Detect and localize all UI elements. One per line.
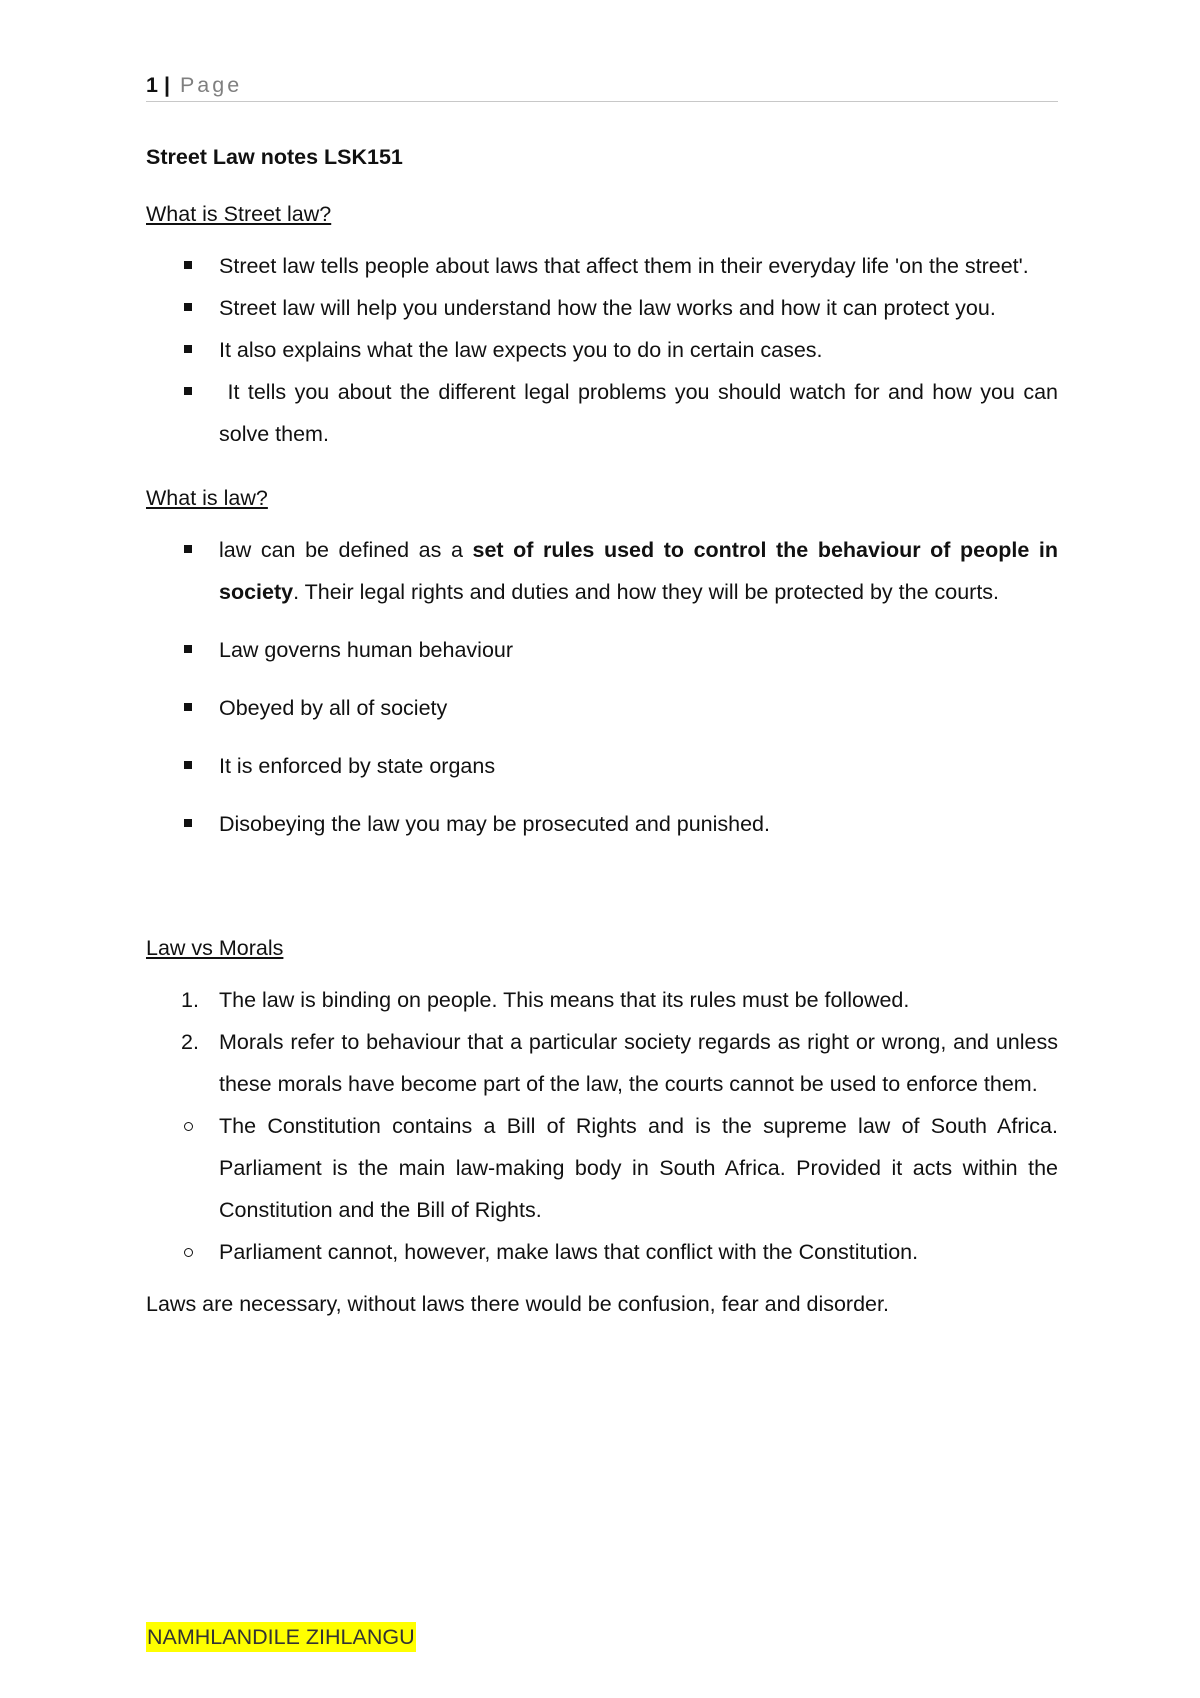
street-law-list — [146, 245, 1064, 455]
page-number: 1 — [146, 73, 158, 97]
list-item-text: Law governs human behaviour — [219, 638, 514, 662]
law-vs-morals-numbered-list — [146, 979, 1058, 1105]
bullet-square-icon — [184, 819, 192, 827]
bullet-circle-icon — [184, 1122, 193, 1131]
list-item-text: Street law will help you understand how the law works and how it can protect you. — [219, 296, 996, 320]
page-label: Page — [179, 73, 243, 97]
sub-list-item — [146, 1105, 1058, 1231]
numbered-item — [146, 979, 1058, 1021]
document-title: Street Law notes LSK151 — [146, 145, 403, 169]
bullet-square-icon — [184, 761, 192, 769]
list-item — [146, 745, 1058, 787]
law-vs-morals-sub-list — [146, 1105, 1058, 1273]
bullet-circle-icon — [184, 1248, 193, 1257]
number-marker: 1. — [181, 988, 199, 1012]
bullet-square-icon — [184, 545, 192, 553]
numbered-item-text: Morals refer to behaviour that a particular society regards as right or wrong, and unless these morals have become part of the law, the courts cannot be used to enforce them. — [219, 1030, 1058, 1096]
definition-bold-phrase: set of rules used to control the behaviour of people in society — [219, 538, 1058, 604]
list-item-text: Disobeying the law you may be prosecuted and punished. — [219, 812, 770, 836]
definition-text-end: . Their legal rights and duties and how they will be protected by the courts. — [293, 580, 1000, 604]
list-item — [146, 687, 1058, 729]
section-heading-street-law: What is Street law? — [146, 202, 332, 226]
bullet-square-icon — [184, 645, 192, 653]
bullet-square-icon — [184, 703, 192, 711]
document-body — [146, 142, 1064, 1319]
number-marker: 2. — [181, 1030, 199, 1054]
section-heading-law-vs-morals: Law vs Morals — [146, 936, 284, 960]
what-is-law-list — [146, 529, 1058, 845]
spacer — [146, 845, 1058, 933]
list-item-text: It tells you about the different legal problems you should watch for and how you can solve them. — [219, 380, 1064, 446]
bullet-square-icon — [184, 261, 192, 269]
list-item — [146, 371, 1064, 455]
bullet-square-icon — [184, 387, 192, 395]
list-item-definition — [146, 529, 1058, 613]
sub-list-item-text: The Constitution contains a Bill of Rights and is the supreme law of South Africa. Parliament is the main law-making body in South Africa. Provided it acts within the Constitution and the Bill of Rights. — [219, 1114, 1058, 1222]
page-header — [146, 70, 1058, 102]
list-item-text: It also explains what the law expects you to do in certain cases. — [219, 338, 823, 362]
definition-text-start: law can be defined as a — [219, 538, 473, 562]
footer-author-highlighted: NAMHLANDILE ZIHLANGU — [146, 1622, 416, 1652]
header-separator: | — [163, 73, 170, 97]
list-item — [146, 329, 1058, 371]
list-item — [146, 245, 1058, 287]
list-item-text: It is enforced by state organs — [219, 754, 496, 778]
numbered-item — [146, 1021, 1058, 1105]
list-item — [146, 803, 1058, 845]
sub-list-item-text: Parliament cannot, however, make laws that conflict with the Constitution. — [219, 1240, 919, 1264]
list-item-text: Street law tells people about laws that affect them in their everyday life 'on the street'. — [219, 254, 1029, 278]
list-item — [146, 629, 1058, 671]
numbered-item-text: The law is binding on people. This means that its rules must be followed. — [219, 988, 910, 1012]
section-heading-what-is-law: What is law? — [146, 486, 268, 510]
list-item-text: Obeyed by all of society — [219, 696, 448, 720]
list-item — [146, 287, 1058, 329]
sub-list-item — [146, 1231, 1058, 1273]
bullet-square-icon — [184, 303, 192, 311]
bullet-square-icon — [184, 345, 192, 353]
closing-statement: Laws are necessary, without laws there would be confusion, fear and disorder. — [146, 1292, 889, 1316]
